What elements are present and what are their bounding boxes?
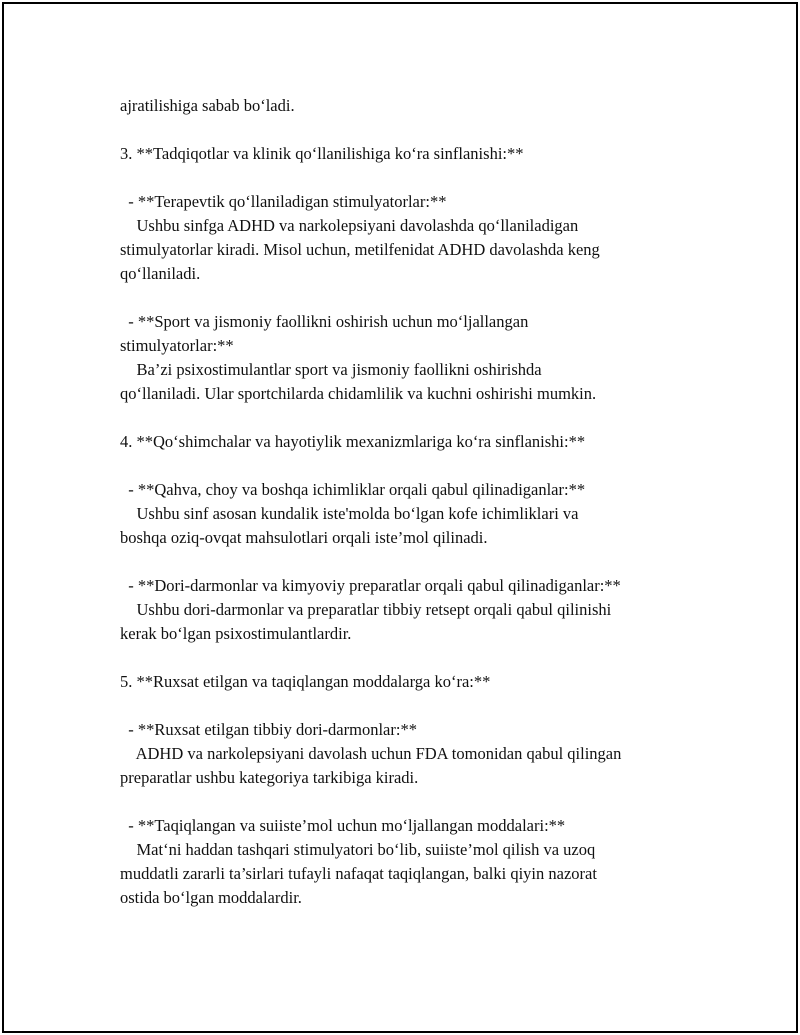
text-line: Ushbu sinf asosan kundalik iste'molda bo‘lgan kofe ichimliklari va [120,504,579,523]
text-line: ostida bo‘lgan moddalardir. [120,888,302,907]
text-line: preparatlar ushbu kategoriya tarkibiga kiradi. [120,768,419,787]
paragraph-gap [120,694,720,718]
text-line: qo‘llaniladi. [120,264,201,283]
section-heading-3: 3. **Tadqiqotlar va klinik qo‘llanilishiga ko‘ra sinflanishi:** [120,144,524,163]
text-line: Ushbu dori-darmonlar va preparatlar tibbiy retsept orqali qabul qilinishi [120,600,612,619]
subheading: - **Terapevtik qo‘llaniladigan stimulyatorlar:** [120,192,447,211]
text-line: ajratilishiga sabab bo‘ladi. [120,96,295,115]
paragraph-gap [120,454,720,478]
subheading: - **Dori-darmonlar va kimyoviy preparatlar orqali qabul qilinadiganlar:** [120,576,621,595]
text-line: stimulyatorlar kiradi. Misol uchun, metilfenidat ADHD davolashda keng [120,240,600,259]
subheading-continuation: stimulyatorlar:** [120,336,234,355]
paragraph-gap [120,166,720,190]
subheading: - **Taqiqlangan va suiiste’mol uchun mo‘ljallangan moddalari:** [120,816,566,835]
text-line: muddatli zararli ta’sirlari tufayli nafaqat taqiqlangan, balki qiyin nazorat [120,864,597,883]
text-line: Ba’zi psixostimulantlar sport va jismoniy faollikni oshirishda [120,360,542,379]
paragraph-gap [120,286,720,310]
paragraph-gap [120,646,720,670]
paragraph-gap [120,790,720,814]
section-heading-5: 5. **Ruxsat etilgan va taqiqlangan moddalarga ko‘ra:** [120,672,491,691]
text-line: kerak bo‘lgan psixostimulantlardir. [120,624,352,643]
paragraph-gap [120,550,720,574]
subheading: - **Ruxsat etilgan tibbiy dori-darmonlar:** [120,720,417,739]
text-line: qo‘llaniladi. Ular sportchilarda chidamlilik va kuchni oshirishi mumkin. [120,384,597,403]
paragraph-gap [120,406,720,430]
document-page [2,2,798,1033]
subheading: - **Qahva, choy va boshqa ichimliklar orqali qabul qilinadiganlar:** [120,480,586,499]
text-line: Ushbu sinfga ADHD va narkolepsiyani davolashda qo‘llaniladigan [120,216,579,235]
text-line: boshqa oziq-ovqat mahsulotlari orqali iste’mol qilinadi. [120,528,488,547]
paragraph-gap [120,118,720,142]
text-line: Mat‘ni haddan tashqari stimulyatori bo‘lib, suiiste’mol qilish va uzoq [120,840,596,859]
subheading: - **Sport va jismoniy faollikni oshirish uchun mo‘ljallangan [120,312,529,331]
text-line: ADHD va narkolepsiyani davolash uchun FDA tomonidan qabul qilingan [120,744,622,763]
document-body [120,94,720,910]
section-heading-4: 4. **Qo‘shimchalar va hayotiylik mexanizmlariga ko‘ra sinflanishi:** [120,432,586,451]
